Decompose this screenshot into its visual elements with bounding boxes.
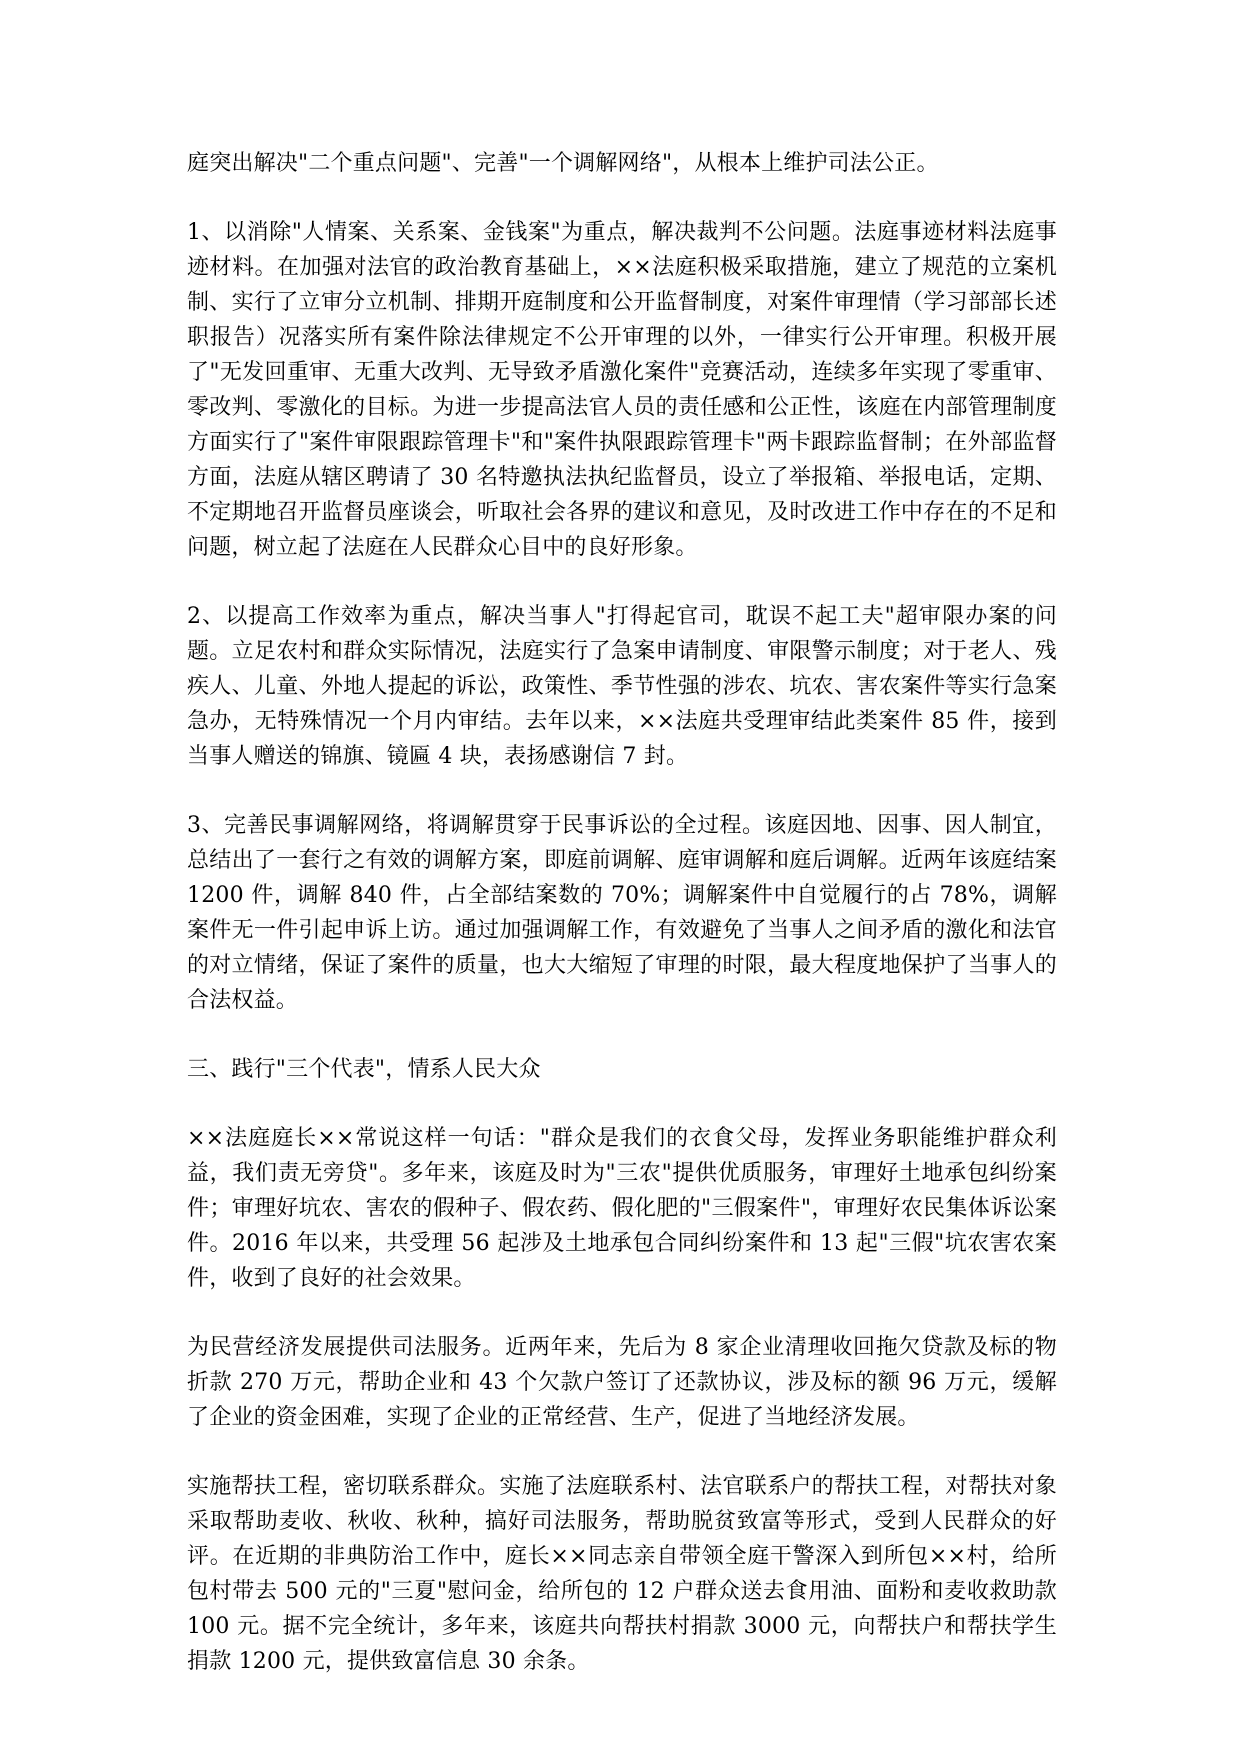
paragraph-private-economy: 为民营经济发展提供司法服务。近两年来，先后为 8 家企业清理收回拖欠贷款及标的物折款 270 万元，帮助企业和 43 个欠款户签订了还款协议，涉及标的额 96 万元，缓解了企业的资金困难，实现了企业的正常经营、生产，促进了当地经济发展。	[187, 1335, 1057, 1430]
paragraph-point-2: 2、以提高工作效率为重点，解决当事人"打得起官司，耽误不起工夫"超审限办案的问题。立足农村和群众实际情况，法庭实行了急案申请制度、审限警示制度；对于老人、残疾人、儿童、外地人提起的诉讼，政策性、季节性强的涉农、坑农、害农案件等实行急案急办，无特殊情况一个月内审结。去年以来，××法庭共受理审结此类案件 85 件，接到当事人赠送的锦旗、镜匾 4 块，表扬感谢信 7 封。	[187, 604, 1057, 769]
paragraph-point-1: 1、以消除"人情案、关系案、金钱案"为重点，解决裁判不公问题。法庭事迹材料法庭事迹材料。在加强对法官的政治教育基础上，××法庭积极采取措施，建立了规范的立案机制、实行了立审分立机制、排期开庭制度和公开监督制度，对案件审理情（学习部部长述职报告）况落实所有案件除法律规定不公开审理的以外，一律实行公开审理。积极开展了"无发回重审、无重大改判、无导致矛盾激化案件"竞赛活动，连续多年实现了零重审、零改判、零激化的目标。为进一步提高法官人员的责任感和公正性，该庭在内部管理制度方面实行了"案件审限跟踪管理卡"和"案件执限跟踪管理卡"两卡跟踪监督制；在外部监督方面，法庭从辖区聘请了 30 名特邀执法执纪监督员，设立了举报箱、举报电话，定期、不定期地召开监督员座谈会，听取社会各界的建议和意见，及时改进工作中存在的不足和问题，树立起了法庭在人民群众心目中的良好形象。	[187, 220, 1057, 560]
section-heading-3: 三、践行"三个代表"，情系人民大众	[187, 1057, 541, 1082]
paragraph-assistance-project: 实施帮扶工程，密切联系群众。实施了法庭联系村、法官联系户的帮扶工程，对帮扶对象采取帮助麦收、秋收、秋种，搞好司法服务，帮助脱贫致富等形式，受到人民群众的好评。在近期的非典防治工作中，庭长××同志亲自带领全庭干警深入到所包××村，给所包村带去 500 元的"三夏"慰问金，给所包的 12 户群众送去食用油、面粉和麦收救助款 100 元。据不完全统计，多年来，该庭共向帮扶村捐款 3000 元，向帮扶户和帮扶学生捐款 1200 元，提供致富信息 30 余条。	[187, 1474, 1057, 1674]
paragraph-point-3: 3、完善民事调解网络，将调解贯穿于民事诉讼的全过程。该庭因地、因事、因人制宜，总结出了一套行之有效的调解方案，即庭前调解、庭审调解和庭后调解。近两年该庭结案 1200 件，调解 840 件，占全部结案数的 70%；调解案件中自觉履行的占 78%，调解案件无一件引起申诉上访。通过加强调解工作，有效避免了当事人之间矛盾的激化和法官的对立情绪，保证了案件的质量，也大大缩短了审理的时限，最大程度地保护了当事人的合法权益。	[187, 813, 1057, 1013]
document-body	[187, 146, 1057, 1713]
paragraph-intro: 庭突出解决"二个重点问题"、完善"一个调解网络"，从根本上维护司法公正。	[187, 151, 939, 176]
paragraph-section3-intro: ××法庭庭长××常说这样一句话："群众是我们的衣食父母，发挥业务职能维护群众利益，我们责无旁贷"。多年来，该庭及时为"三农"提供优质服务，审理好土地承包纠纷案件；审理好坑农、害农的假种子、假农药、假化肥的"三假案件"，审理好农民集体诉讼案件。2016 年以来，共受理 56 起涉及土地承包合同纠纷案件和 13 起"三假"坑农害农案件，收到了良好的社会效果。	[187, 1126, 1057, 1291]
